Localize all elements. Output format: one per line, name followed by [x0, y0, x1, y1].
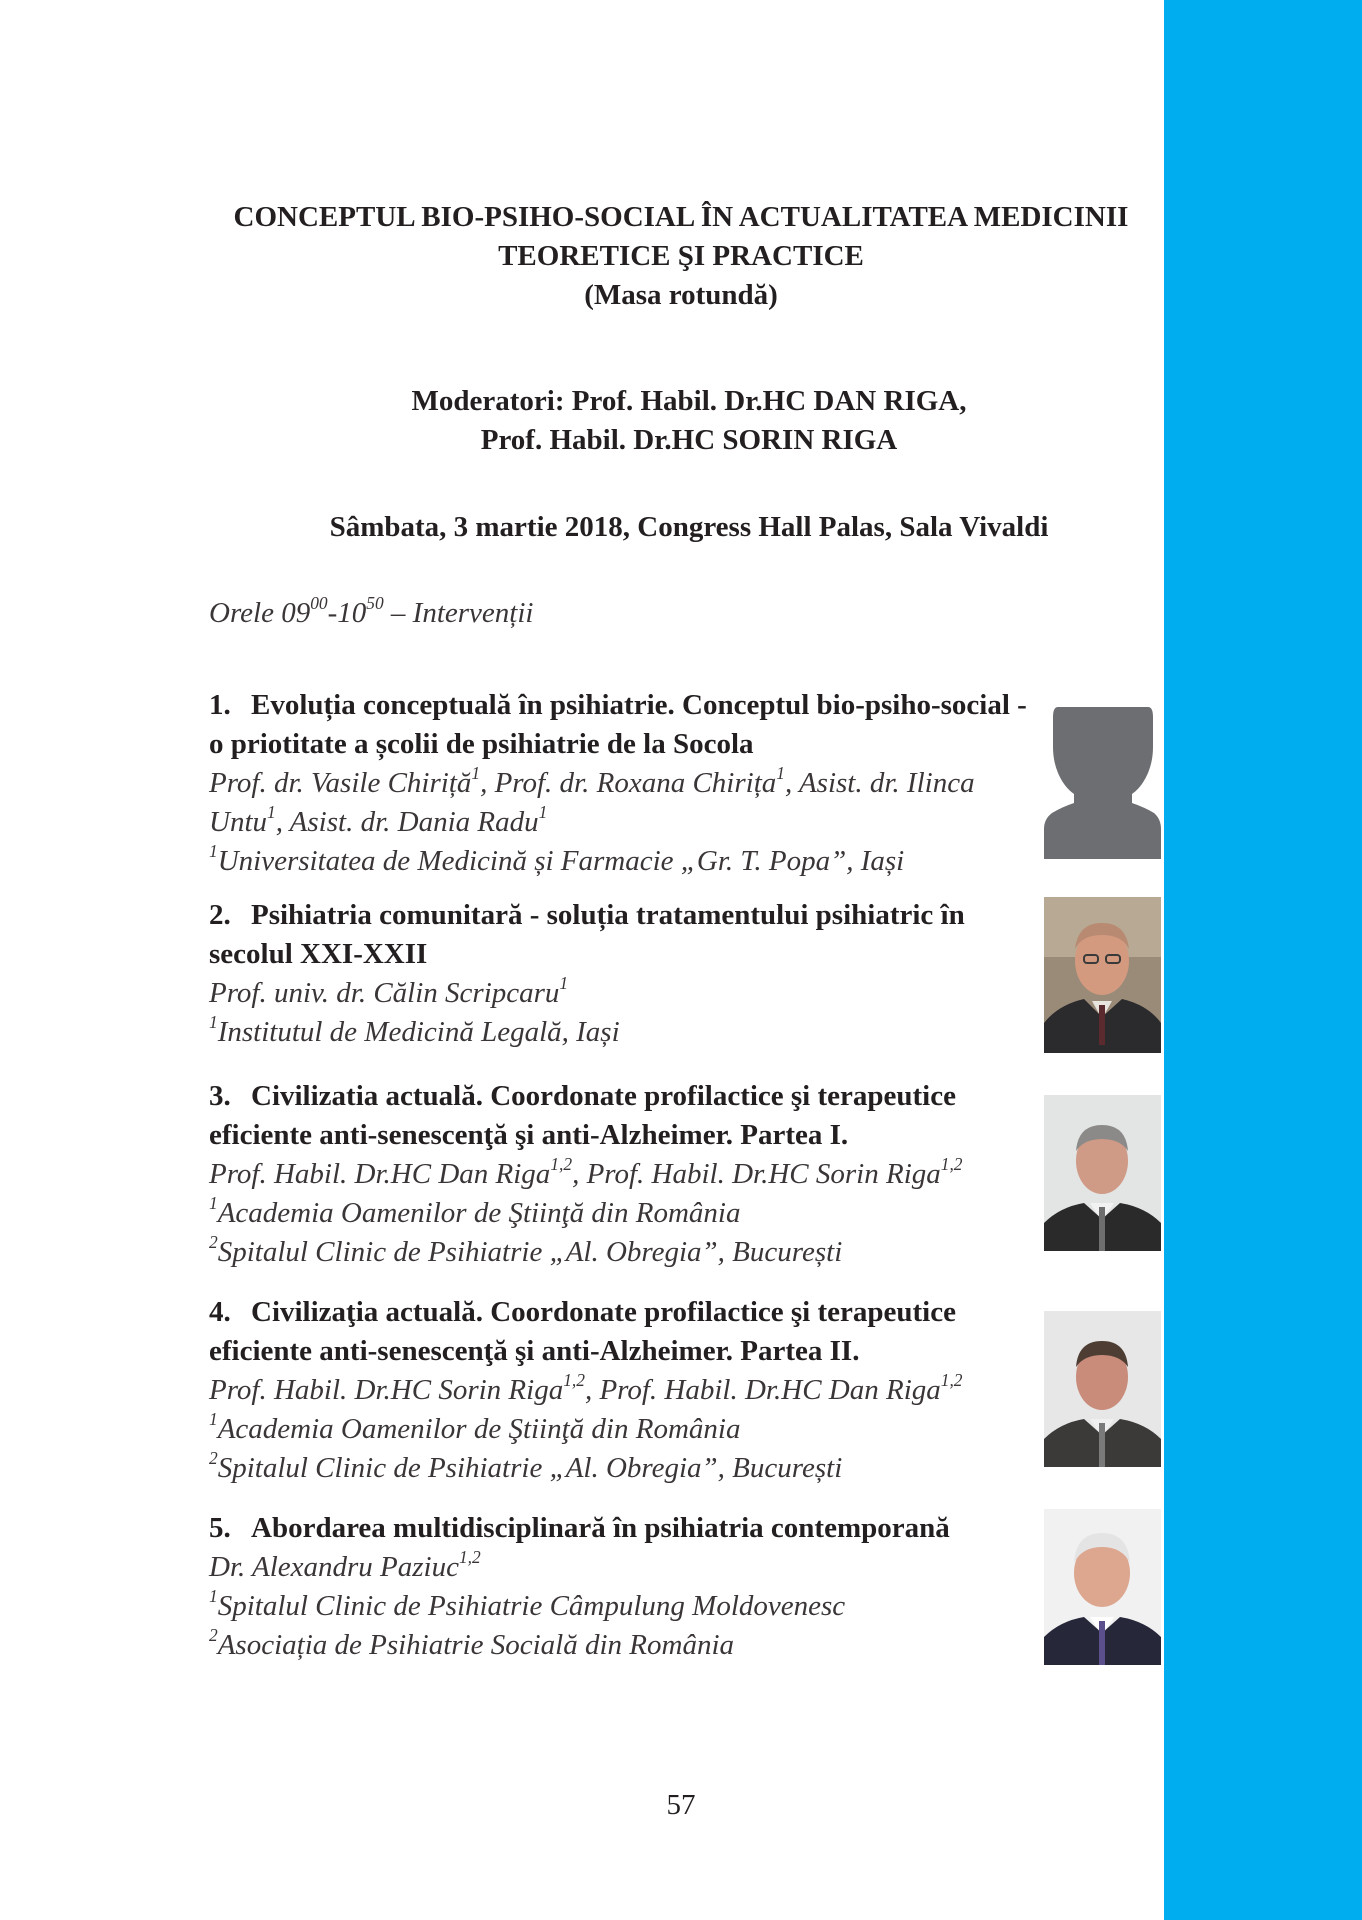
affiliation-text: Institutul de Medicină Legală, Iași: [217, 1016, 620, 1048]
talk-4: [209, 1293, 1039, 1488]
talk-2-affiliation: [209, 1013, 1039, 1052]
session-subtitle: (Masa rotundă): [584, 279, 778, 311]
moderators: [229, 382, 1149, 460]
affiliation-sup: 2: [209, 1231, 218, 1252]
schedule-start-sup: 00: [310, 592, 328, 613]
speaker-photo-4: [1044, 1311, 1161, 1467]
talk-1-title: [209, 686, 1039, 764]
session-title-line-2: TEORETICE ŞI PRACTICE: [498, 240, 864, 272]
talk-5: [209, 1509, 1039, 1665]
affiliation-sup: 1: [209, 840, 218, 861]
author-text: Prof. dr. Vasile Chiriță: [209, 767, 472, 799]
talk-2: [209, 896, 1039, 1052]
talk-5-authors: [209, 1548, 1039, 1587]
schedule-end: -10: [327, 597, 367, 629]
page-number: 57: [666, 1789, 696, 1821]
talk-3: [209, 1077, 1039, 1272]
affiliation-sup: 1: [209, 1192, 218, 1213]
talk-1-number: 1.: [209, 689, 231, 721]
talk-3-authors: [209, 1155, 1039, 1194]
talk-3-affiliation-2: [209, 1233, 1039, 1272]
author-text: Prof. Habil. Dr.HC Dan Riga: [209, 1158, 551, 1190]
talk-3-affiliation-1: [209, 1194, 1039, 1233]
author-text: , Prof. dr. Roxana Chirița: [480, 767, 777, 799]
schedule-prefix: Orele 09: [209, 597, 311, 629]
author-text: Dr. Alexandru Paziuc: [209, 1551, 459, 1583]
author-text: , Prof. Habil. Dr.HC Dan Riga: [584, 1374, 941, 1406]
affiliation-text: Academia Oamenilor de Ştiinţă din România: [217, 1197, 741, 1229]
talk-4-title: [209, 1293, 1039, 1371]
author-text: Prof. univ. dr. Călin Scripcaru: [209, 977, 560, 1009]
affiliation-sup: 1: [209, 1011, 218, 1032]
talk-4-authors: [209, 1371, 1039, 1410]
moderators-line-2: Prof. Habil. Dr.HC SORIN RIGA: [480, 424, 898, 456]
page-content: [209, 0, 1164, 1920]
affiliation-sup: 2: [209, 1624, 218, 1645]
author-sup: 1: [776, 762, 785, 783]
author-text: , Asist. dr. Dania Radu: [275, 806, 539, 838]
author-sup: 1,2: [550, 1153, 573, 1174]
affiliation-text: Spitalul Clinic de Psihiatrie Câmpulung Moldovenesc: [217, 1590, 846, 1622]
speaker-photo-5: [1044, 1509, 1161, 1665]
talk-2-number: 2.: [209, 899, 231, 931]
author-sup: 1: [559, 972, 569, 993]
author-text: , Asist. dr. Ilinca: [784, 767, 975, 799]
talk-2-authors: [209, 974, 1039, 1013]
talk-2-title: [209, 896, 1039, 974]
schedule-end-sup: 50: [366, 592, 384, 613]
author-sup: 1: [471, 762, 481, 783]
side-color-bar: [1164, 0, 1362, 1920]
session-title-line-1: CONCEPTUL BIO-PSIHO-SOCIAL ÎN ACTUALITATEA MEDICINII: [233, 201, 1129, 233]
affiliation-text: Spitalul Clinic de Psihiatrie „Al. Obregia”, București: [217, 1236, 843, 1268]
speaker-photo-3: [1044, 1095, 1161, 1251]
talk-5-affiliation-1: [209, 1587, 1039, 1626]
affiliation-text: Asociația de Psihiatrie Socială din România: [217, 1629, 735, 1661]
speaker-photo-2: [1044, 897, 1161, 1053]
affiliation-text: Academia Oamenilor de Ştiinţă din România: [217, 1413, 741, 1445]
talk-1-affiliation: [209, 842, 1039, 881]
moderators-line-1: Moderatori: Prof. Habil. Dr.HC DAN RIGA,: [411, 385, 967, 417]
affiliation-sup: 1: [209, 1408, 218, 1429]
author-sup: 1,2: [940, 1153, 963, 1174]
author-text: , Prof. Habil. Dr.HC Sorin Riga: [572, 1158, 941, 1190]
talk-1: [209, 686, 1039, 881]
affiliation-text: Spitalul Clinic de Psihiatrie „Al. Obregia”, București: [217, 1452, 843, 1484]
talk-3-title: [209, 1077, 1039, 1155]
author-sup: 1,2: [940, 1369, 963, 1390]
affiliation-sup: 2: [209, 1447, 218, 1468]
talk-5-number: 5.: [209, 1512, 231, 1544]
talk-2-title-text: Psihiatria comunitară - soluția tratamentului psihiatric în secolul XXI-XXII: [209, 899, 965, 970]
talk-5-title-text: Abordarea multidisciplinară în psihiatria contemporană: [251, 1512, 950, 1544]
author-sup: 1,2: [458, 1546, 481, 1567]
author-text: Prof. Habil. Dr.HC Sorin Riga: [209, 1374, 564, 1406]
author-text: Untu: [209, 806, 267, 838]
date-location: Sâmbata, 3 martie 2018, Congress Hall Palas, Sala Vivaldi: [329, 511, 1049, 543]
talk-3-title-text: Civilizatia actuală. Coordonate profilactice şi terapeutice eficiente anti-senescenţă şi anti-Alzheimer. Partea I.: [209, 1080, 956, 1151]
author-sup: 1,2: [563, 1369, 585, 1390]
session-title: [209, 198, 1153, 315]
author-sup: 1: [538, 801, 548, 822]
talk-4-title-text: Civilizaţia actuală. Coordonate profilactice şi terapeutice eficiente anti-senescenţă şi anti-Alzheimer. Partea II.: [209, 1296, 956, 1367]
talk-5-affiliation-2: [209, 1626, 1039, 1665]
talk-3-number: 3.: [209, 1080, 231, 1112]
affiliation-sup: 1: [209, 1585, 218, 1606]
schedule-time: [209, 594, 533, 633]
talk-5-title: [209, 1509, 1039, 1548]
talk-4-affiliation-2: [209, 1449, 1039, 1488]
talk-4-number: 4.: [209, 1296, 231, 1328]
schedule-suffix: – Intervenții: [383, 597, 534, 629]
author-sup: 1: [267, 801, 276, 822]
affiliation-text: Universitatea de Medicină și Farmacie „Gr. T. Popa”, Iași: [217, 845, 905, 877]
talk-1-title-text: Evoluția conceptuală în psihiatrie. Conceptul bio-psiho-social - o priotitate a școlii de psihiatrie de la Socola: [209, 689, 1027, 760]
talk-4-affiliation-1: [209, 1410, 1039, 1449]
placeholder-silhouette-icon: [1044, 703, 1161, 859]
talk-1-authors-line-1: [209, 764, 1039, 803]
talk-1-authors-line-2: [209, 803, 1039, 842]
